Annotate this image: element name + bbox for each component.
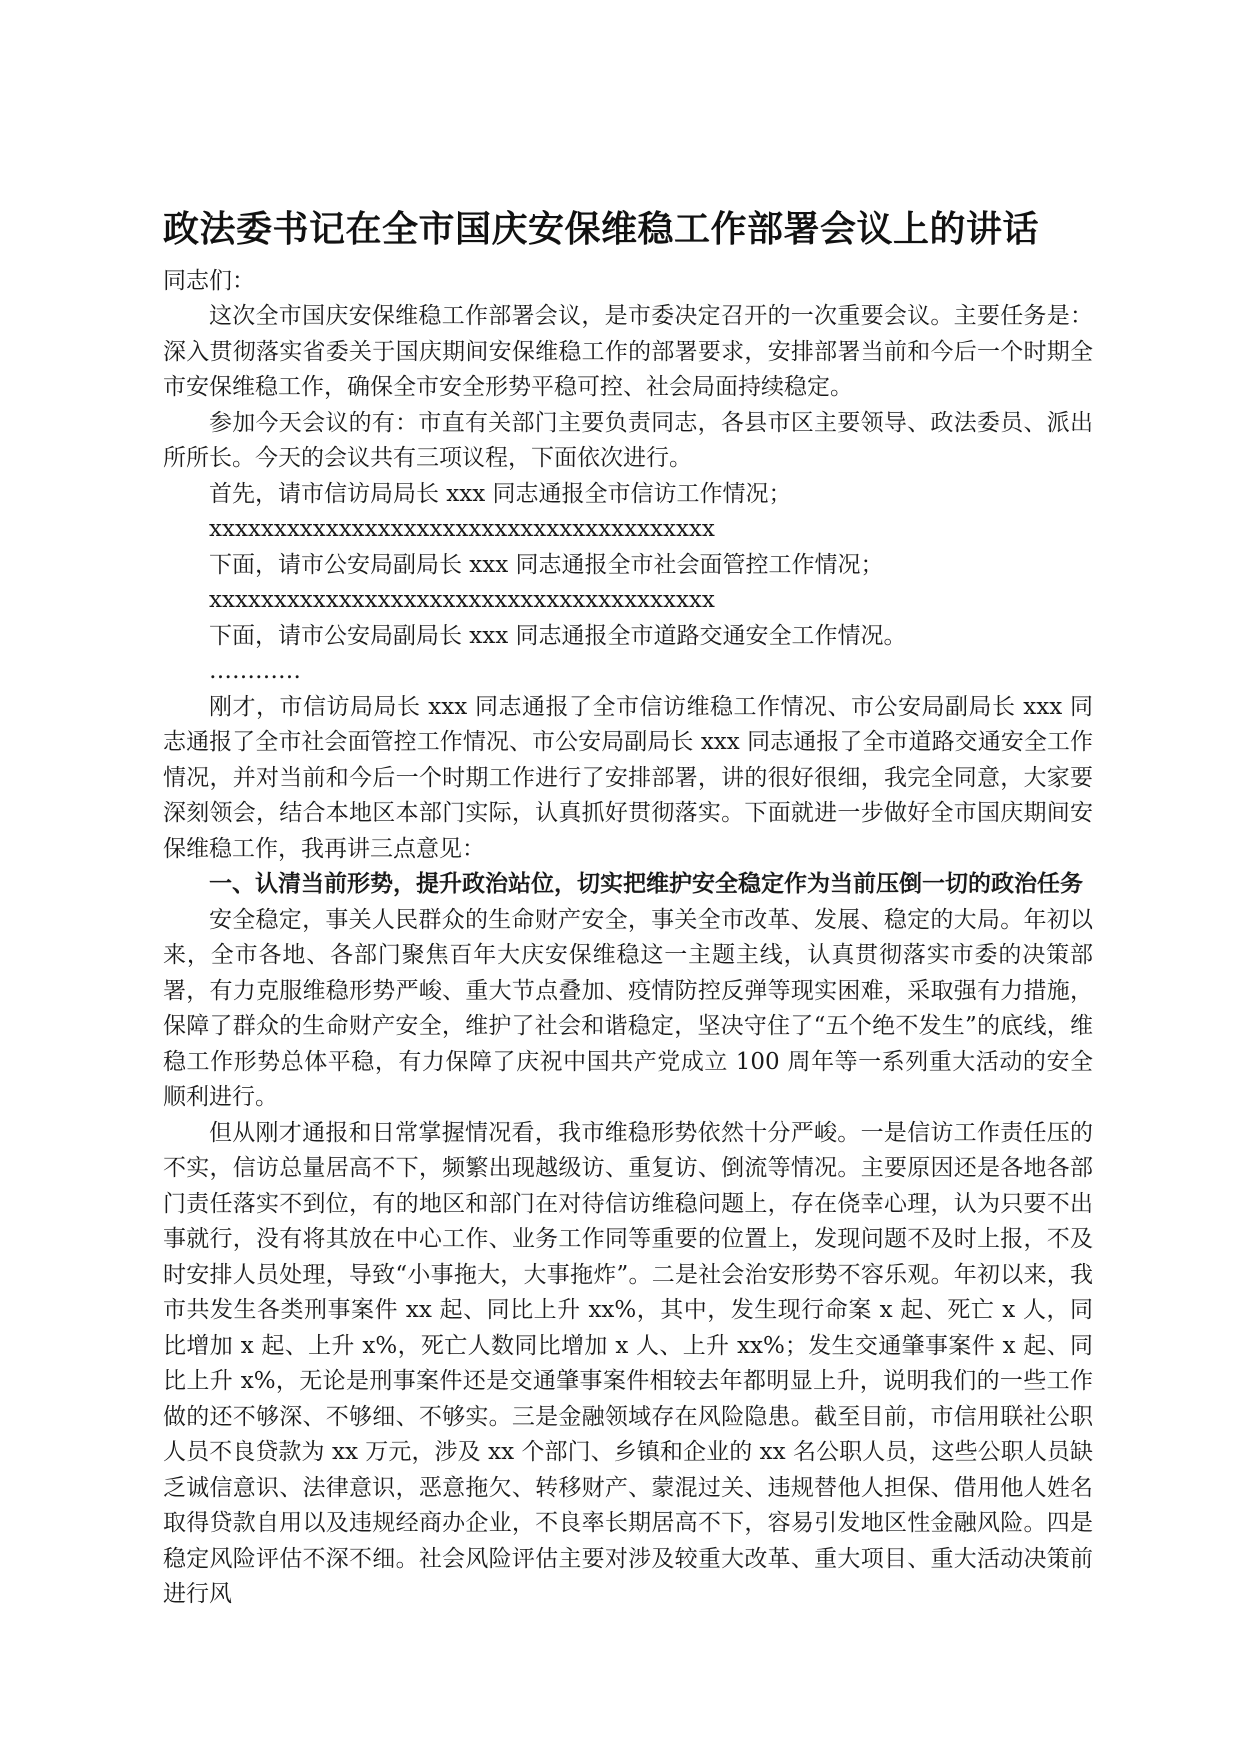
document-title: 政法委书记在全市国庆安保维稳工作部署会议上的讲话 bbox=[163, 209, 1040, 250]
paragraph-agenda-3: 下面，请市公安局副局长 xxx 同志通报全市道路交通安全工作情况。 bbox=[209, 622, 907, 649]
paragraph-summary: 刚才，市信访局局长 xxx 同志通报了全市信访维稳工作情况、市公安局副局长 xxx 同志通报了全市社会面管控工作情况、市公安局副局长 xxx 同志通报了全市道路交通安全工作情况，并对当前和今后一个时期工作进行了安排部署，讲的很好很细，我完全同意，大家要深刻领会，结合本地区本部门实际，认真抓好贯彻落实。下面就进一步做好全市国庆期间安保维稳工作，我再讲三点意见： bbox=[163, 693, 1093, 862]
paragraph-intro: 这次全市国庆安保维稳工作部署会议，是市委决定召开的一次重要会议。主要任务是：深入贯彻落实省委关于国庆期间安保维稳工作的部署要求，安排部署当前和今后一个时期全市安保维稳工作，确保全市安全形势平稳可控、社会局面持续稳定。 bbox=[163, 303, 1093, 400]
paragraph-agenda-2: 下面，请市公安局副局长 xxx 同志通报全市社会面管控工作情况； bbox=[209, 551, 884, 578]
paragraph-section1-situation: 安全稳定，事关人民群众的生命财产安全，事关全市改革、发展、稳定的大局。年初以来，全市各地、各部门聚焦百年大庆安保维稳这一主题主线，认真贯彻落实市委的决策部署，有力克服维稳形势严峻、重大节点叠加、疫情防控反弹等现实困难，采取强有力措施，保障了群众的生命财产安全，维护了社会和谐稳定，坚决守住了“五个绝不发生”的底线，维稳工作形势总体平稳，有力保障了庆祝中国共产党成立 100 周年等一系列重大活动的安全顺利进行。 bbox=[163, 906, 1093, 1110]
paragraph-placeholder-1: xxxxxxxxxxxxxxxxxxxxxxxxxxxxxxxxxxxxxxx bbox=[209, 516, 715, 542]
paragraph-ellipsis: ………… bbox=[209, 658, 301, 684]
section-heading-1: 一、认清当前形势，提升政治站位，切实把维护安全稳定作为当前压倒一切的政治任务 bbox=[209, 871, 1083, 897]
salutation: 同志们： bbox=[163, 268, 255, 294]
paragraph-placeholder-2: xxxxxxxxxxxxxxxxxxxxxxxxxxxxxxxxxxxxxxx bbox=[209, 587, 715, 613]
paragraph-attendees: 参加今天会议的有：市直有关部门主要负责同志，各县市区主要领导、政法委员、派出所所长。今天的会议共有三项议程，下面依次进行。 bbox=[163, 409, 1093, 471]
document-body bbox=[163, 205, 1093, 1613]
paragraph-section1-problems: 但从刚才通报和日常掌握情况看，我市维稳形势依然十分严峻。一是信访工作责任压的不实，信访总量居高不下，频繁出现越级访、重复访、倒流等情况。主要原因还是各地各部门责任落实不到位，有的地区和部门在对待信访维稳问题上，存在侥幸心理，认为只要不出事就行，没有将其放在中心工作、业务工作同等重要的位置上，发现问题不及时上报，不及时安排人员处理，导致“小事拖大，大事拖炸”。二是社会治安形势不容乐观。年初以来，我市共发生各类刑事案件 xx 起、同比上升 xx%，其中，发生现行命案 x 起、死亡 x 人，同比增加 x 起、上升 x%，死亡人数同比增加 x 人、上升 xx%；发生交通肇事案件 x 起、同比上升 x%，无论是刑事案件还是交通肇事案件相较去年都明显上升，说明我们的一些工作做的还不够深、不够细、不够实。三是金融领域存在风险隐患。截至目前，市信用联社公职人员不良贷款为 xx 万元，涉及 xx 个部门、乡镇和企业的 xx 名公职人员，这些公职人员缺乏诚信意识、法律意识，恶意拖欠、转移财产、蒙混过关、违规替他人担保、借用他人姓名取得贷款自用以及违规经商办企业，不良率长期居高不下，容易引发地区性金融风险。四是稳定风险评估不深不细。社会风险评估主要对涉及较重大改革、重大项目、重大活动决策前进行风 bbox=[163, 1119, 1093, 1607]
paragraph-agenda-1: 首先，请市信访局局长 xxx 同志通报全市信访工作情况； bbox=[209, 480, 792, 507]
